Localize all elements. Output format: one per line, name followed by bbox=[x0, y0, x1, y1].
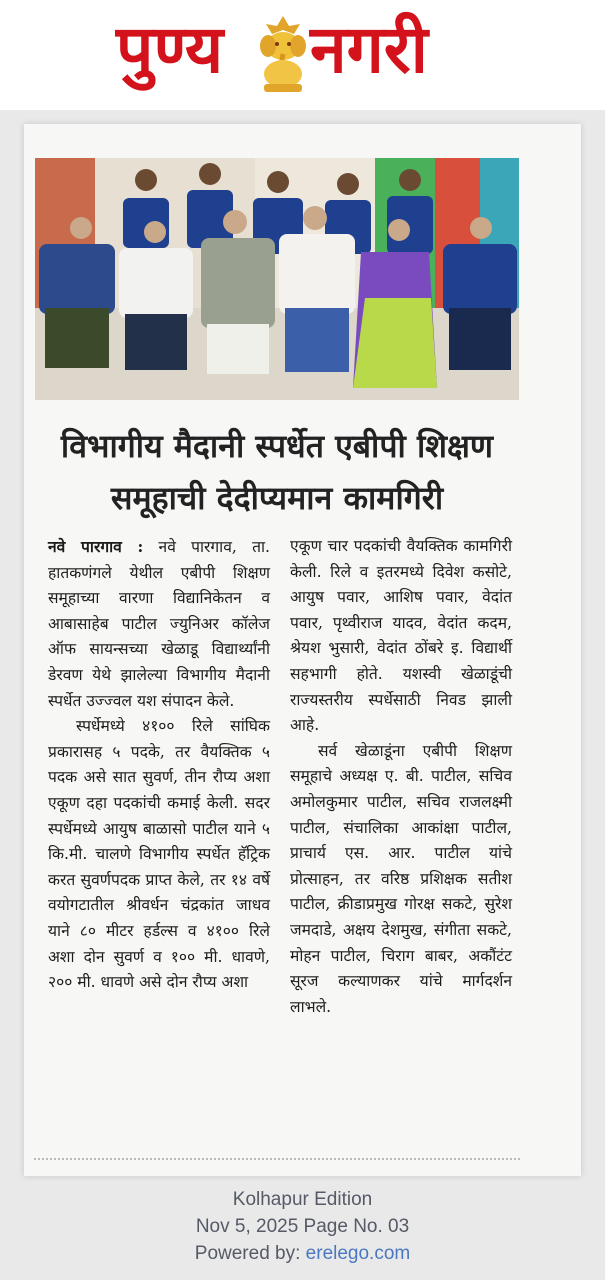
edition-date-page: Nov 5, 2025 Page No. 03 bbox=[195, 1216, 410, 1237]
edition-footer bbox=[0, 1186, 605, 1267]
paragraph-text: नवे पारगाव, ता. हातकणंगले येथील एबीपी शिक्षण समूहाच्या वारणा विद्यानिकेतन व आबासाहेब पाटील ज्युनिअर कॉलेज ऑफ सायन्सच्या खेळाडू विद्यार्थ्यांनी डेरवण येथे झालेल्या विभागीय मैदानी स्पर्धेत उज्ज्वल यश संपादन केले. bbox=[48, 538, 270, 710]
edition-name: Kolhapur Edition bbox=[232, 1189, 373, 1210]
powered-by bbox=[0, 1240, 605, 1267]
group-photo-icon bbox=[35, 158, 519, 400]
headline-line-1: विभागीय मैदानी स्पर्धेत एबीपी शिक्षण bbox=[60, 427, 494, 465]
paragraph: एकूण चार पदकांची वैयक्तिक कामगिरी केली. रिले व इतरमध्ये दिवेश कसोटे, आयुष पवार, आशिष पवार, वेदांत पवार, पृथ्वीराज यादव, वेदांत कदम, श्रेयश भुसारी, वेदांत ठोंबरे इ. विद्यार्थी सहभागी होते. यशस्वी खेळाडूंची राज्यस्तरीय स्पर्धेसाठी निवड झाली आहे. bbox=[290, 537, 512, 735]
dateline: नवे पारगाव : bbox=[48, 537, 144, 556]
masthead bbox=[0, 0, 605, 110]
powered-by-label: Powered by: bbox=[194, 1243, 301, 1264]
powered-by-link[interactable]: erelego.com bbox=[305, 1243, 411, 1264]
paragraph: सर्व खेळाडूंना एबीपी शिक्षण समूहाचे अध्यक्ष ए. बी. पाटील, सचिव अमोलकुमार पाटील, सचिव राजलक्ष्मी पाटील, संचालिका आकांक्षा पाटील, प्राचार्य एस. आर. पाटील यांचे प्रोत्साहन, तर वरिष्ठ प्रशिक्षक सतीश पाटील, क्रीडाप्रमुख गोरक्ष सकटे, सुरेश जमदाडे, अक्षय देशमुख, संगीता सकटे, मोहन पाटील, चिराग बाबर, अकौंटंट सूरज कल्याणकर यांचे मार्गदर्शन लाभले. bbox=[290, 741, 512, 1016]
paragraph: स्पर्धेमध्ये ४१०० रिले सांघिक प्रकारासह ५ पदके, तर वैयक्तिक ५ पदक असे सात सुवर्ण, तीन रौप्य अशा एकूण दहा पदकांची कमाई केली. सदर स्पर्धेमध्ये आयुष बाळासो पाटील याने ५ कि.मी. चालणे विभागीय स्पर्धेत हॅट्रिक करत सुवर्णपदक प्राप्त केले, तर १४ वर्षे वयोगटातील श्रीवर्धन चंद्रकांत जाधव याने ८० मीटर हर्डल्स व ४१०० रिले अशा दोन सुवर्ण व १०० मी. धावणे, २०० मी. धावणे असे दोन रौप्य अशा bbox=[48, 717, 270, 992]
masthead-name-right: नगरी bbox=[310, 11, 428, 88]
divider bbox=[34, 1158, 520, 1160]
article-column-right bbox=[290, 534, 512, 1020]
headline-line-2: समूहाची देदीप्यमान कामगिरी bbox=[110, 479, 444, 517]
ganesha-emblem-icon bbox=[256, 14, 310, 94]
paragraph bbox=[48, 534, 270, 714]
article-column-left bbox=[48, 534, 270, 996]
headline bbox=[34, 420, 520, 524]
masthead-name-left: पुण्य bbox=[116, 11, 224, 88]
